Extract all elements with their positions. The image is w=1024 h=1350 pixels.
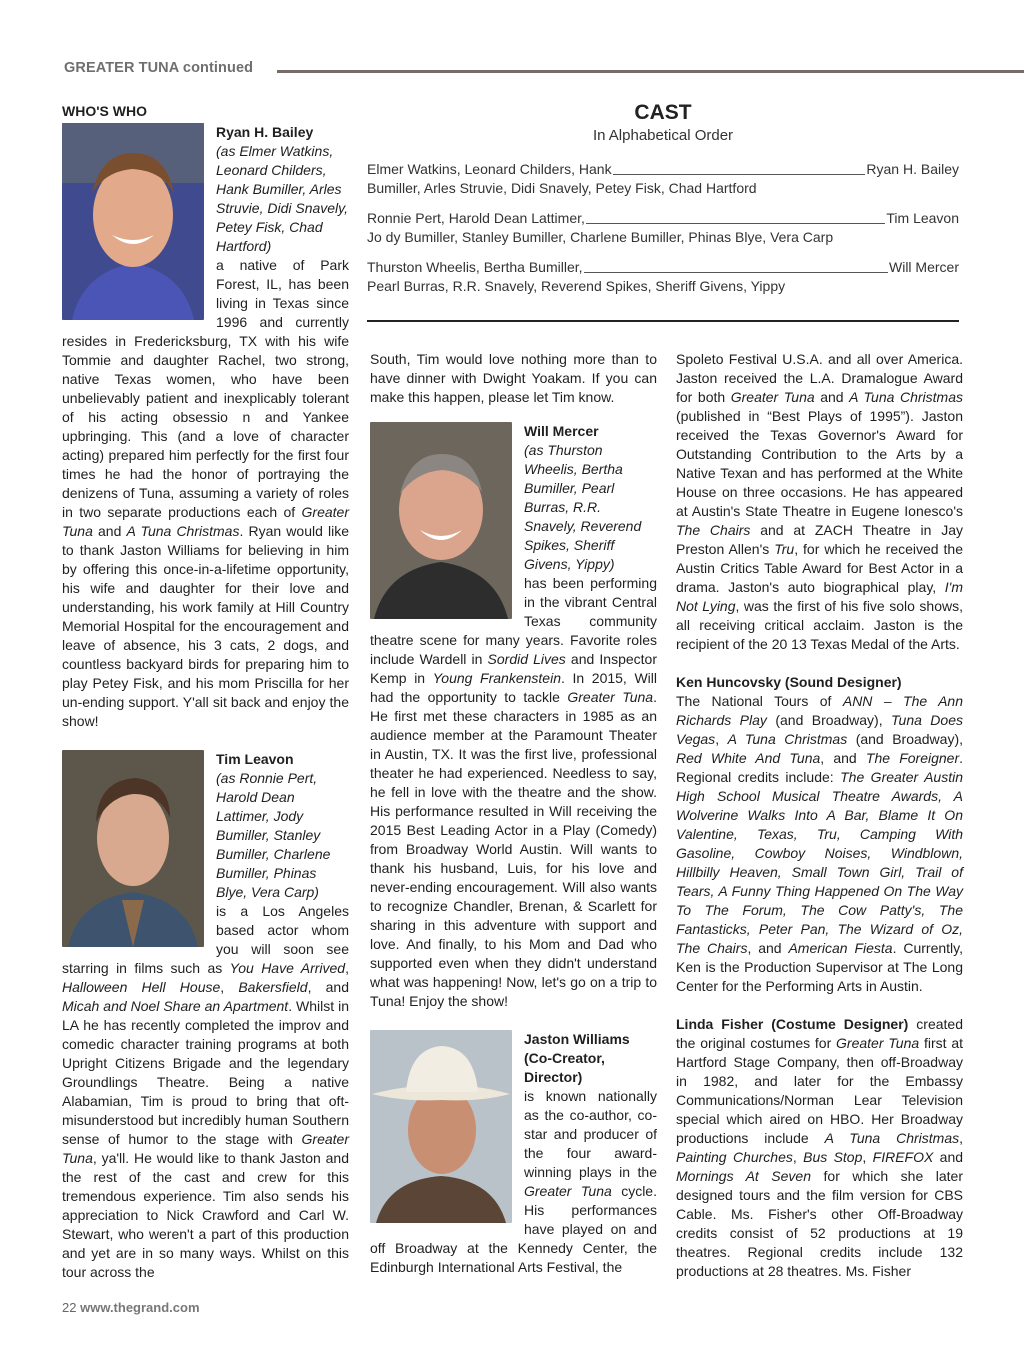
cast-actor: Will Mercer [889,259,959,275]
tim-roles: (as Ronnie Pert, Harold Dean Lattimer, Jody Bumiller, Stanley Bumiller, Charlene Bumiller, Phinas Blye, Vera Carp) [216,770,331,900]
jaston-bio-continued: Spoleto Festival U.S.A. and all over America. Jaston received the L.A. Dramalogue Award for both Greater Tuna and A Tuna Christmas (published in “Best Plays of 1995”). Jaston received the Texas Governor's Award for Outstanding Contribution to the Arts by a Native Texan and has performed at the White House on three occasions. He has appeared at Austin's State Theatre in Eugene Ionesco's The Chairs and at ZACH Theatre in Jay Preston Allen's Tru, for which he received the Austin Critics Table Award for Best Actor in a drama. Jaston's auto biographical play, I'm Not Lying, was the first of his five solo shows, all receiving critical acclaim. Jaston is the recipient of the 20 13 Texas Medal of the Arts. [676,351,964,652]
cast-title: CAST [634,101,692,124]
cast-roles: Ronnie Pert, Harold Dean Lattimer, [367,210,585,226]
column-2 [370,350,657,1277]
cast-subtitle: In Alphabetical Order [592,127,734,144]
ryan-bio: a native of Park Forest, IL, has been living in Texas since 1996 and currently resides in Fredericksburg, TX with his wife Tommie and daughter Rachel, two strong, native Texas women, who have been unbelievably patient and inexplicably tolerant of his acting obsessio n and Yankee upbringing. This (and a love of character acting) prepared him perfectly for the first four times he had the honor of portraying the denizens of Tuna, assuming a variety of roles in two separate productions each of Greater Tuna and A Tuna Christmas. Ryan would like to thank Jaston Williams for believing in him by offering this once-in-a-lifetime opportunity, his wife and daughter for their love and understanding, his work family at Hill Country Memorial Hospital for the encouragement and leave of absence, his 3 cats, 2 dogs, and countless backyard birds for preparing him to play Petey Fisk, and his mom Priscilla for her un-ending support. Y'all sit back and enjoy the show! [62,257,350,729]
tim-bio: is a Los Angeles based actor whom you will soon see starring in films such as You Have Arrived, Halloween Hell House, Bakersfield, and Micah and Noel Share an Apartment. Whilst in LA he has recently completed the improv and comedic character training programs at both Upright Citizens Brigade and the legendary Groundlings Theatre. Being a native Alabamian, Tim is proud to bring that oft-misunderstood but incredibly human Southern sense of humor to the stage with Greater Tuna, ya'll. He would like to thank Jaston and the rest of the cast and crew for this tremendous experience. Tim also sends his appreciation to Nick Crawford and Carl W. Stewart, who weren't a part of this production and yet are in so many ways. Whilst on this tour across the [62,903,349,1280]
jaston-bio: is known nationally as the co-author, co-star and producer of the four award-winning plays in the Greater Tuna cycle. His performances have played on and off Broadway at the Kennedy Center, the Edinburgh International Arts Festival, the [370,1088,657,1275]
tim-name: Tim Leavon [216,751,294,767]
cast-divider [367,320,959,322]
cast-roles-continued: Pearl Burras, R.R. Snavely, Reverend Spikes, Sheriff Givens, Yippy [367,278,786,294]
cast-row [367,258,959,296]
jaston-headshot [370,1030,512,1223]
page-footer [62,1300,200,1315]
page-number: 22 [62,1300,77,1315]
cast-actor: Ryan H. Bailey [866,161,959,177]
section-title: GREATER TUNA continued [64,60,254,76]
column-3 [676,350,963,1281]
cast-roles: Elmer Watkins, Leonard Childers, Hank [367,161,612,177]
tim-bio-continued: South, Tim would love nothing more than to have dinner with Dwight Yoakam. If you can make this happen, please let Tim know. [370,351,657,405]
cast-roles: Thurston Wheelis, Bertha Bumiller, [367,259,583,275]
cast-row [367,209,959,247]
whos-who-heading: WHO'S WHO [62,103,147,119]
tim-headshot [62,750,204,947]
ken-bio: The National Tours of ANN – The Ann Richards Play (and Broadway), Tuna Does Vegas, A Tuna Christmas (and Broadway), Red White And Tuna, and The Foreigner. Regional credits include: The Greater Austin High School Musical Theatre Awards, A Wolverine Walks Into A Bar, Blame It On Valentine, Texas, Tru, Camping With Gasoline, Cowboy Noises, Windblown, Hillbilly Heaven, Small Town Girl, Trail of Tears, A Funny Thing Happened On The Way To The Forum, The Cow Patty's, The Fantasticks, Peter Pan, The Wizard of Oz, The Chairs, and American Fiesta. Currently, Ken is the Production Supervisor at The Long Center for the Performing Arts in Austin. [676,693,964,994]
cast-list [367,100,959,307]
cast-actor: Tim Leavon [886,210,959,226]
leader-line [613,174,866,175]
ryan-headshot [62,123,204,320]
linda-bio: Linda Fisher (Costume Designer) created the original costumes for Greater Tuna first at Hartford Stage Company, then off-Broadway in 1982, and later for the Embassy Communications/Norman Lear Television special which aired on HBO. Her Broadway productions include A Tuna Christmas, Painting Churches, Bus Stop, FIREFOX and Mornings At Seven for which she later designed tours and the film version for CBS Cable. Ms. Fisher's other Off-Broadway credits consist of 52 productions at 19 theatres. Regional credits include 132 productions at 28 theatres. Ms. Fisher [676,1016,964,1279]
running-header [64,60,1024,82]
column-1 [62,102,349,1282]
leader-line [586,223,885,224]
ryan-roles: (as Elmer Watkins, Leonard Childers, Hank Bumiller, Arles Struvie, Didi Snavely, Petey Fisk, Chad Hartford) [216,143,349,254]
will-name: Will Mercer [524,423,599,439]
ryan-name: Ryan H. Bailey [216,124,314,140]
cast-roles-continued: Bumiller, Arles Struvie, Didi Snavely, Petey Fisk, Chad Hartford [367,180,757,196]
will-bio: has been performing in the vibrant Central Texas community theatre scene for many years. Favorite roles include Wardell in Sordid Lives and Inspector Kemp in Young Frankenstein. In 2015, Will had the opportunity to tackle Greater Tuna. He first met these characters in 1985 as an audience member at the Paramount Theater in Austin, TX. It was the first live, professional theater he had experienced. Needless to say, he fell in love with the theatre and the show. His performance resulted in Will receiving the 2015 Best Leading Actor in a Play (Comedy) from Broadway World Austin. Will wants to thank his husband, Luis, for his love and never-ending encouragement. Will also wants to recognize Chandler, Brenan, & Scarlett for sharing in this adventure with support and love. And finally, to his Mom and Dad who supported even when they didn't understand what was happening! Now, let's go on a trip to Tuna! Enjoy the show! [370,575,657,1009]
ken-name: Ken Huncovsky (Sound Designer) [676,674,902,690]
will-roles: (as Thurston Wheelis, Bertha Bumiller, Pearl Burras, R.R. Snavely, Reverend Spikes, Sheriff Givens, Yippy) [524,442,642,572]
leader-line [584,272,888,273]
cast-roles-continued: Jo dy Bumiller, Stanley Bumiller, Charlene Bumiller, Phinas Blye, Vera Carp [367,229,834,245]
website-link[interactable]: www.thegrand.com [80,1300,200,1315]
header-rule [277,70,1024,73]
linda-name: Linda Fisher (Costume Designer) [676,1016,909,1032]
cast-row [367,160,959,198]
will-headshot [370,422,512,619]
jaston-name: Jaston Williams (Co-Creator, Director) [524,1031,630,1085]
